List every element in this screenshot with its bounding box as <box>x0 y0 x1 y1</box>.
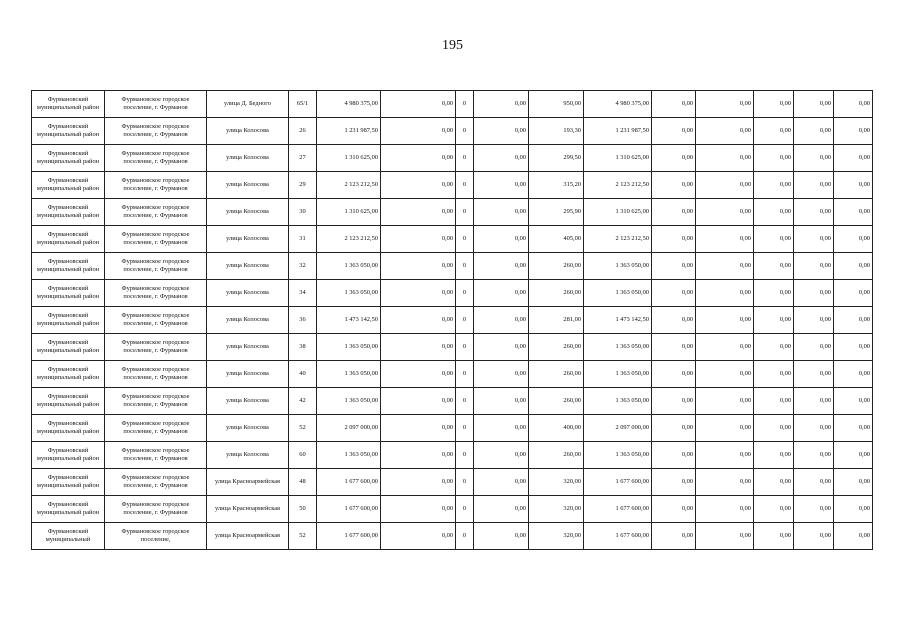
value-cell: 0,00 <box>652 496 696 523</box>
sum-cell: 1 231 987,50 <box>584 118 652 145</box>
table-row <box>32 496 873 523</box>
value-cell: 0,00 <box>652 334 696 361</box>
street-cell: улица Колосова <box>207 442 289 469</box>
total-cost-cell: 1 677 600,00 <box>317 469 381 496</box>
value-cell: 0 <box>456 199 474 226</box>
value-cell: 0,00 <box>696 226 754 253</box>
value-cell: 0,00 <box>794 199 834 226</box>
house-number-cell: 27 <box>289 145 317 172</box>
area-cell: 320,00 <box>529 496 584 523</box>
value-cell: 0,00 <box>652 172 696 199</box>
value-cell: 0,00 <box>696 199 754 226</box>
value-cell: 0,00 <box>834 415 873 442</box>
table-row <box>32 361 873 388</box>
table-row <box>32 307 873 334</box>
total-cost-cell: 2 123 212,50 <box>317 172 381 199</box>
value-cell: 0,00 <box>474 91 529 118</box>
value-cell: 0,00 <box>696 496 754 523</box>
settlement-cell: Фурмановское городское поселение, г. Фурманов <box>105 496 207 523</box>
value-cell: 0,00 <box>754 145 794 172</box>
street-cell: улица Колосова <box>207 118 289 145</box>
value-cell: 0,00 <box>474 226 529 253</box>
street-cell: улица Красноармейская <box>207 496 289 523</box>
value-cell: 0,00 <box>754 226 794 253</box>
settlement-cell: Фурмановское городское поселение, г. Фурманов <box>105 361 207 388</box>
value-cell: 0,00 <box>381 442 456 469</box>
area-cell: 281,00 <box>529 307 584 334</box>
total-cost-cell: 1 363 050,00 <box>317 280 381 307</box>
table-row <box>32 172 873 199</box>
value-cell: 0,00 <box>652 253 696 280</box>
settlement-cell: Фурмановское городское поселение, г. Фурманов <box>105 226 207 253</box>
value-cell: 0,00 <box>652 307 696 334</box>
total-cost-cell: 1 310 625,00 <box>317 145 381 172</box>
value-cell: 0,00 <box>381 307 456 334</box>
district-cell: Фурмановский муниципальный район <box>32 361 105 388</box>
table-row <box>32 253 873 280</box>
value-cell: 0,00 <box>652 91 696 118</box>
value-cell: 0,00 <box>381 415 456 442</box>
value-cell: 0,00 <box>696 361 754 388</box>
house-number-cell: 60 <box>289 442 317 469</box>
district-cell: Фурмановский муниципальный район <box>32 469 105 496</box>
street-cell: улица Колосова <box>207 253 289 280</box>
total-cost-cell: 1 310 625,00 <box>317 199 381 226</box>
value-cell: 0,00 <box>754 307 794 334</box>
settlement-cell: Фурмановское городское поселение, г. Фурманов <box>105 442 207 469</box>
value-cell: 0,00 <box>474 415 529 442</box>
sum-cell: 1 310 625,00 <box>584 145 652 172</box>
sum-cell: 1 677 600,00 <box>584 523 652 550</box>
value-cell: 0,00 <box>381 388 456 415</box>
value-cell: 0,00 <box>754 388 794 415</box>
settlement-cell: Фурмановское городское поселение, г. Фурманов <box>105 172 207 199</box>
value-cell: 0,00 <box>834 469 873 496</box>
value-cell: 0,00 <box>834 199 873 226</box>
total-cost-cell: 2 123 212,50 <box>317 226 381 253</box>
value-cell: 0,00 <box>652 280 696 307</box>
total-cost-cell: 1 677 600,00 <box>317 496 381 523</box>
value-cell: 0,00 <box>696 388 754 415</box>
value-cell: 0,00 <box>754 361 794 388</box>
area-cell: 405,00 <box>529 226 584 253</box>
area-cell: 950,00 <box>529 91 584 118</box>
value-cell: 0,00 <box>696 145 754 172</box>
value-cell: 0,00 <box>754 442 794 469</box>
value-cell: 0 <box>456 388 474 415</box>
area-cell: 260,00 <box>529 442 584 469</box>
value-cell: 0,00 <box>754 172 794 199</box>
street-cell: улица Красноармейская <box>207 469 289 496</box>
sum-cell: 1 363 050,00 <box>584 388 652 415</box>
area-cell: 193,30 <box>529 118 584 145</box>
value-cell: 0,00 <box>652 523 696 550</box>
value-cell: 0,00 <box>834 334 873 361</box>
street-cell: улица Колосова <box>207 280 289 307</box>
value-cell: 0,00 <box>754 469 794 496</box>
value-cell: 0,00 <box>754 496 794 523</box>
value-cell: 0,00 <box>381 226 456 253</box>
street-cell: улица Колосова <box>207 199 289 226</box>
value-cell: 0,00 <box>381 91 456 118</box>
value-cell: 0 <box>456 145 474 172</box>
value-cell: 0,00 <box>652 388 696 415</box>
house-number-cell: 29 <box>289 172 317 199</box>
district-cell: Фурмановский муниципальный <box>32 523 105 550</box>
value-cell: 0,00 <box>652 199 696 226</box>
value-cell: 0,00 <box>794 334 834 361</box>
table-row <box>32 442 873 469</box>
value-cell: 0 <box>456 523 474 550</box>
settlement-cell: Фурмановское городское поселение, г. Фурманов <box>105 388 207 415</box>
value-cell: 0,00 <box>474 469 529 496</box>
value-cell: 0,00 <box>474 361 529 388</box>
value-cell: 0,00 <box>834 226 873 253</box>
value-cell: 0 <box>456 91 474 118</box>
sum-cell: 1 677 600,00 <box>584 496 652 523</box>
value-cell: 0,00 <box>834 145 873 172</box>
value-cell: 0,00 <box>652 118 696 145</box>
settlement-cell: Фурмановское городское поселение, <box>105 523 207 550</box>
sum-cell: 1 363 050,00 <box>584 334 652 361</box>
sum-cell: 2 097 000,00 <box>584 415 652 442</box>
total-cost-cell: 1 231 987,50 <box>317 118 381 145</box>
area-cell: 260,00 <box>529 280 584 307</box>
area-cell: 320,00 <box>529 523 584 550</box>
value-cell: 0,00 <box>834 253 873 280</box>
value-cell: 0,00 <box>794 307 834 334</box>
value-cell: 0,00 <box>696 280 754 307</box>
value-cell: 0,00 <box>381 523 456 550</box>
area-cell: 295,90 <box>529 199 584 226</box>
value-cell: 0,00 <box>696 253 754 280</box>
value-cell: 0,00 <box>474 172 529 199</box>
value-cell: 0,00 <box>794 118 834 145</box>
street-cell: улица Колосова <box>207 226 289 253</box>
district-cell: Фурмановский муниципальный район <box>32 307 105 334</box>
value-cell: 0,00 <box>754 280 794 307</box>
area-cell: 260,00 <box>529 253 584 280</box>
area-cell: 260,00 <box>529 388 584 415</box>
value-cell: 0,00 <box>794 469 834 496</box>
district-cell: Фурмановский муниципальный район <box>32 334 105 361</box>
sum-cell: 1 363 050,00 <box>584 253 652 280</box>
settlement-cell: Фурмановское городское поселение, г. Фурманов <box>105 415 207 442</box>
area-cell: 260,00 <box>529 334 584 361</box>
value-cell: 0,00 <box>696 334 754 361</box>
value-cell: 0,00 <box>381 145 456 172</box>
house-number-cell: 50 <box>289 496 317 523</box>
total-cost-cell: 1 363 050,00 <box>317 253 381 280</box>
settlement-cell: Фурмановское городское поселение, г. Фурманов <box>105 118 207 145</box>
settlement-cell: Фурмановское городское поселение, г. Фурманов <box>105 145 207 172</box>
house-number-cell: 52 <box>289 523 317 550</box>
table-row <box>32 280 873 307</box>
value-cell: 0,00 <box>474 523 529 550</box>
value-cell: 0,00 <box>474 442 529 469</box>
value-cell: 0,00 <box>834 496 873 523</box>
settlement-cell: Фурмановское городское поселение, г. Фурманов <box>105 307 207 334</box>
settlement-cell: Фурмановское городское поселение, г. Фурманов <box>105 280 207 307</box>
table-row <box>32 226 873 253</box>
value-cell: 0 <box>456 415 474 442</box>
value-cell: 0,00 <box>794 226 834 253</box>
house-number-cell: 38 <box>289 334 317 361</box>
value-cell: 0,00 <box>834 172 873 199</box>
value-cell: 0,00 <box>696 118 754 145</box>
street-cell: улица Колосова <box>207 145 289 172</box>
street-cell: улица Колосова <box>207 307 289 334</box>
settlement-cell: Фурмановское городское поселение, г. Фурманов <box>105 91 207 118</box>
street-cell: улица Колосова <box>207 415 289 442</box>
value-cell: 0,00 <box>474 145 529 172</box>
settlement-cell: Фурмановское городское поселение, г. Фурманов <box>105 334 207 361</box>
house-number-cell: 34 <box>289 280 317 307</box>
value-cell: 0,00 <box>381 253 456 280</box>
value-cell: 0,00 <box>794 523 834 550</box>
value-cell: 0,00 <box>381 199 456 226</box>
total-cost-cell: 1 363 050,00 <box>317 361 381 388</box>
value-cell: 0,00 <box>474 388 529 415</box>
value-cell: 0,00 <box>474 307 529 334</box>
street-cell: улица Д. Бедного <box>207 91 289 118</box>
value-cell: 0,00 <box>834 361 873 388</box>
district-cell: Фурмановский муниципальный район <box>32 118 105 145</box>
value-cell: 0,00 <box>696 172 754 199</box>
district-cell: Фурмановский муниципальный район <box>32 199 105 226</box>
street-cell: улица Колосова <box>207 388 289 415</box>
value-cell: 0,00 <box>794 388 834 415</box>
district-cell: Фурмановский муниципальный район <box>32 172 105 199</box>
value-cell: 0,00 <box>381 469 456 496</box>
total-cost-cell: 1 363 050,00 <box>317 334 381 361</box>
value-cell: 0,00 <box>652 442 696 469</box>
value-cell: 0,00 <box>381 334 456 361</box>
area-cell: 315,20 <box>529 172 584 199</box>
value-cell: 0,00 <box>754 334 794 361</box>
table-row <box>32 118 873 145</box>
value-cell: 0,00 <box>381 496 456 523</box>
value-cell: 0,00 <box>652 415 696 442</box>
value-cell: 0,00 <box>754 118 794 145</box>
house-number-cell: 42 <box>289 388 317 415</box>
value-cell: 0 <box>456 442 474 469</box>
value-cell: 0,00 <box>794 172 834 199</box>
value-cell: 0,00 <box>652 469 696 496</box>
value-cell: 0,00 <box>754 523 794 550</box>
value-cell: 0 <box>456 253 474 280</box>
value-cell: 0 <box>456 496 474 523</box>
total-cost-cell: 2 097 000,00 <box>317 415 381 442</box>
value-cell: 0,00 <box>754 253 794 280</box>
house-number-cell: 26 <box>289 118 317 145</box>
value-cell: 0,00 <box>754 415 794 442</box>
value-cell: 0,00 <box>474 199 529 226</box>
district-cell: Фурмановский муниципальный район <box>32 415 105 442</box>
district-cell: Фурмановский муниципальный район <box>32 145 105 172</box>
street-cell: улица Колосова <box>207 172 289 199</box>
settlement-cell: Фурмановское городское поселение, г. Фурманов <box>105 253 207 280</box>
value-cell: 0,00 <box>794 496 834 523</box>
value-cell: 0,00 <box>474 280 529 307</box>
total-cost-cell: 1 363 050,00 <box>317 388 381 415</box>
house-number-cell: 48 <box>289 469 317 496</box>
value-cell: 0,00 <box>794 91 834 118</box>
value-cell: 0,00 <box>696 307 754 334</box>
value-cell: 0,00 <box>696 442 754 469</box>
table-row <box>32 145 873 172</box>
street-cell: улица Красноармейская <box>207 523 289 550</box>
district-cell: Фурмановский муниципальный район <box>32 442 105 469</box>
sum-cell: 1 473 142,50 <box>584 307 652 334</box>
value-cell: 0 <box>456 334 474 361</box>
table-row <box>32 199 873 226</box>
value-cell: 0 <box>456 361 474 388</box>
district-cell: Фурмановский муниципальный район <box>32 388 105 415</box>
table-row <box>32 469 873 496</box>
value-cell: 0,00 <box>834 91 873 118</box>
value-cell: 0 <box>456 469 474 496</box>
area-cell: 260,00 <box>529 361 584 388</box>
value-cell: 0,00 <box>381 172 456 199</box>
value-cell: 0,00 <box>794 442 834 469</box>
table-row <box>32 334 873 361</box>
value-cell: 0,00 <box>474 334 529 361</box>
area-cell: 299,50 <box>529 145 584 172</box>
district-cell: Фурмановский муниципальный район <box>32 91 105 118</box>
area-cell: 320,00 <box>529 469 584 496</box>
value-cell: 0,00 <box>794 253 834 280</box>
total-cost-cell: 1 363 050,00 <box>317 442 381 469</box>
value-cell: 0,00 <box>381 280 456 307</box>
table-row <box>32 91 873 118</box>
sum-cell: 2 123 212,50 <box>584 226 652 253</box>
value-cell: 0,00 <box>794 361 834 388</box>
street-cell: улица Колосова <box>207 334 289 361</box>
sum-cell: 1 363 050,00 <box>584 280 652 307</box>
value-cell: 0,00 <box>474 118 529 145</box>
housing-registry-table <box>31 90 873 550</box>
value-cell: 0 <box>456 226 474 253</box>
table-row <box>32 523 873 550</box>
district-cell: Фурмановский муниципальный район <box>32 280 105 307</box>
value-cell: 0 <box>456 280 474 307</box>
district-cell: Фурмановский муниципальный район <box>32 253 105 280</box>
value-cell: 0,00 <box>754 199 794 226</box>
value-cell: 0,00 <box>794 415 834 442</box>
total-cost-cell: 1 473 142,50 <box>317 307 381 334</box>
district-cell: Фурмановский муниципальный район <box>32 226 105 253</box>
value-cell: 0,00 <box>834 442 873 469</box>
table-row <box>32 415 873 442</box>
settlement-cell: Фурмановское городское поселение, г. Фурманов <box>105 199 207 226</box>
house-number-cell: 65/1 <box>289 91 317 118</box>
value-cell: 0 <box>456 172 474 199</box>
sum-cell: 2 123 212,50 <box>584 172 652 199</box>
value-cell: 0,00 <box>834 523 873 550</box>
table-row <box>32 388 873 415</box>
area-cell: 400,00 <box>529 415 584 442</box>
value-cell: 0,00 <box>696 469 754 496</box>
house-number-cell: 32 <box>289 253 317 280</box>
value-cell: 0,00 <box>794 145 834 172</box>
value-cell: 0,00 <box>381 118 456 145</box>
settlement-cell: Фурмановское городское поселение, г. Фурманов <box>105 469 207 496</box>
value-cell: 0,00 <box>696 523 754 550</box>
value-cell: 0 <box>456 118 474 145</box>
sum-cell: 1 363 050,00 <box>584 361 652 388</box>
house-number-cell: 40 <box>289 361 317 388</box>
house-number-cell: 30 <box>289 199 317 226</box>
district-cell: Фурмановский муниципальный район <box>32 496 105 523</box>
total-cost-cell: 1 677 600,00 <box>317 523 381 550</box>
house-number-cell: 31 <box>289 226 317 253</box>
value-cell: 0,00 <box>381 361 456 388</box>
house-number-cell: 36 <box>289 307 317 334</box>
value-cell: 0,00 <box>652 226 696 253</box>
value-cell: 0,00 <box>834 118 873 145</box>
sum-cell: 1 363 050,00 <box>584 442 652 469</box>
street-cell: улица Колосова <box>207 361 289 388</box>
value-cell: 0,00 <box>754 91 794 118</box>
house-number-cell: 52 <box>289 415 317 442</box>
sum-cell: 1 677 600,00 <box>584 469 652 496</box>
page-number: 195 <box>442 38 463 53</box>
value-cell: 0,00 <box>834 280 873 307</box>
value-cell: 0,00 <box>474 496 529 523</box>
value-cell: 0,00 <box>834 388 873 415</box>
value-cell: 0,00 <box>652 361 696 388</box>
value-cell: 0,00 <box>834 307 873 334</box>
total-cost-cell: 4 980 375,00 <box>317 91 381 118</box>
sum-cell: 1 310 625,00 <box>584 199 652 226</box>
value-cell: 0 <box>456 307 474 334</box>
sum-cell: 4 980 375,00 <box>584 91 652 118</box>
value-cell: 0,00 <box>696 91 754 118</box>
value-cell: 0,00 <box>652 145 696 172</box>
value-cell: 0,00 <box>794 280 834 307</box>
value-cell: 0,00 <box>696 415 754 442</box>
value-cell: 0,00 <box>474 253 529 280</box>
